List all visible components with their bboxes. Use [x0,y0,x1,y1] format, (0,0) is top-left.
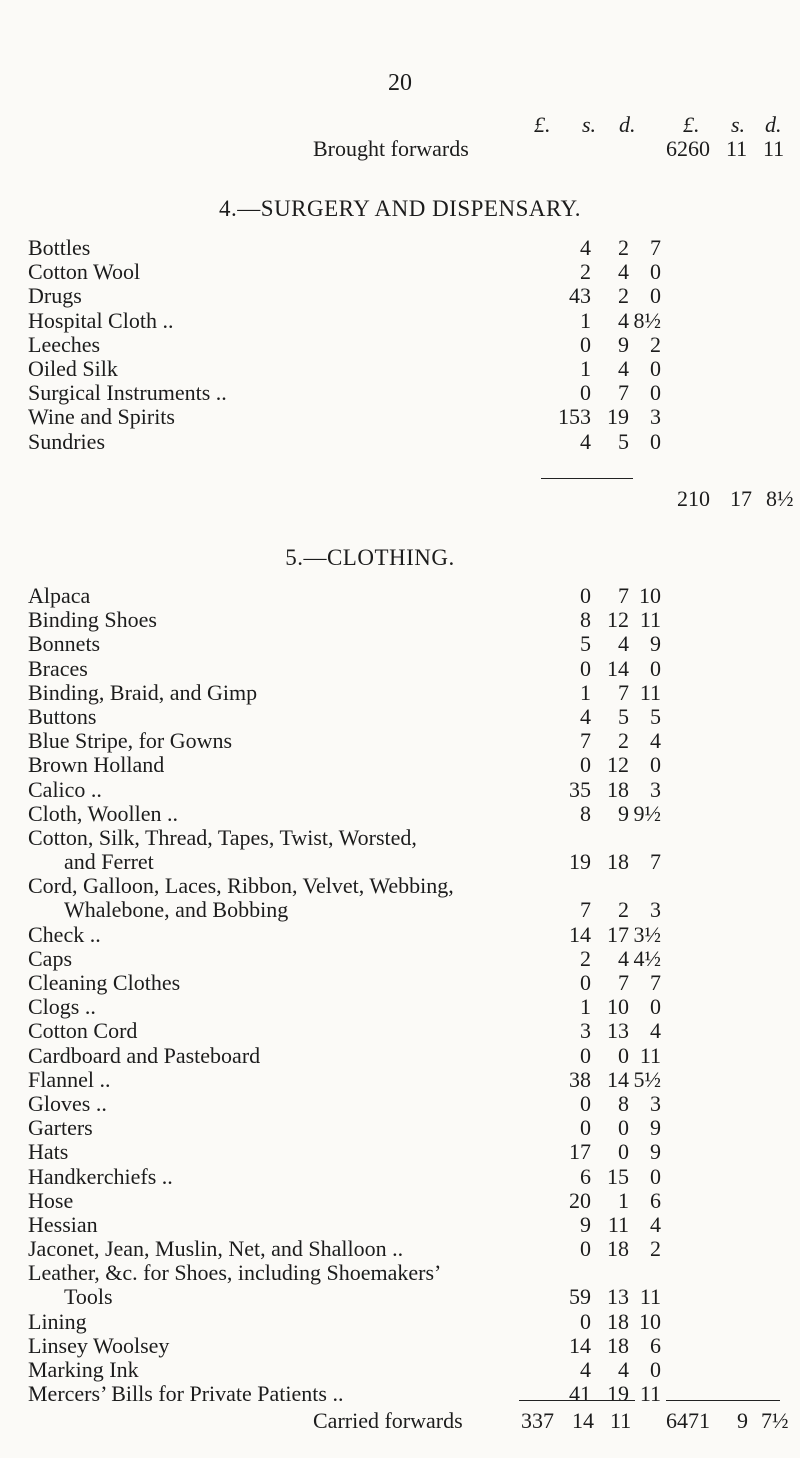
item-pounds: 19 [569,849,591,875]
item-label: Bottles [28,235,91,260]
grand-total-pence: 7½ [761,1408,789,1433]
item-label: Cleaning Clothes [28,970,181,995]
item-label: Binding Shoes [28,607,157,633]
item-shillings: 8 [618,1090,629,1116]
item-label: Cotton Wool [28,259,141,285]
item-label: Bonnets [28,631,101,657]
item-pence: 0 [650,355,661,381]
item-shillings: 2 [618,283,629,309]
item-pounds: 0 [580,583,591,608]
item-pence: 11 [639,607,661,633]
item-pounds: 41 [569,1381,591,1407]
item-label: Marking Ink [28,1357,139,1382]
clothing-rule [519,1400,635,1401]
ledger-row [28,705,788,729]
ledger-row [28,1334,788,1358]
item-shillings: 18 [607,849,629,875]
item-label: Brown Holland [28,752,165,778]
item-label: Mercers’ Bills for Private Patients .. [28,1381,344,1407]
ledger-row [28,236,788,260]
ledger-row [28,284,788,308]
item-shillings: 5 [618,428,629,454]
item-pence: 3 [650,1090,661,1116]
total-pence-header: d. [765,112,782,137]
item-label: Surgical Instruments .. [28,380,227,406]
item-shillings: 14 [607,1066,629,1092]
item-pounds: 4 [580,1357,591,1382]
item-label: Cotton Cord [28,1018,138,1044]
item-label: Leeches [28,331,101,357]
item-label: Linsey Woolsey [28,1332,170,1358]
ledger-row [28,802,788,826]
item-pence: 7 [650,235,661,260]
item-label: Hose [28,1187,74,1213]
item-pence: 6 [650,1332,661,1358]
item-shillings: 14 [607,655,629,681]
item-shillings: 9 [618,800,629,826]
item-pounds: 14 [569,921,591,947]
item-shillings: 0 [618,1139,629,1165]
item-shillings: 18 [607,1308,629,1334]
ledger-row [28,1116,788,1140]
item-label: and Ferret [64,849,154,875]
item-pounds: 1 [580,355,591,381]
item-pence: 11 [639,679,661,705]
ledger-row [28,947,788,971]
item-pence: 9 [650,631,661,657]
ledger-row [28,850,788,874]
item-pence: 5½ [633,1066,661,1092]
item-pence: 3 [650,897,661,923]
item-pence: 7 [650,849,661,875]
item-label: Check .. [28,921,101,947]
item-label: Hats [28,1139,69,1165]
item-label: Handkerchiefs .. [28,1163,173,1189]
item-pence: 0 [650,283,661,309]
item-pounds: 4 [580,428,591,454]
item-pounds: 4 [580,235,591,260]
ledger-row [28,1068,788,1092]
ledger-row [28,333,788,357]
item-pounds: 43 [569,283,591,309]
surgery-total-pounds: 210 [677,486,710,511]
item-shillings: 17 [607,921,629,947]
item-label: Wine and Spirits [28,404,175,430]
item-pounds: 3 [580,1018,591,1044]
ledger-row [28,1019,788,1043]
item-label: Jaconet, Jean, Muslin, Net, and Shalloon .. [28,1236,404,1262]
surgery-total-pence: 8½ [766,486,794,511]
item-shillings: 0 [618,1115,629,1141]
item-shillings: 2 [618,235,629,260]
ledger-row [28,1044,788,1068]
item-pounds: 153 [558,404,591,430]
total-pounds-header: £. [683,112,700,137]
item-pence: 6 [650,1187,661,1213]
item-pounds: 0 [580,1042,591,1068]
item-shillings: 19 [607,1381,629,1407]
ledger-row [28,1189,788,1213]
ledger-row [28,260,788,284]
brought-forwards-pence: 11 [763,136,785,161]
item-pence: 0 [650,1357,661,1382]
item-shillings: 15 [607,1163,629,1189]
ledger-row [28,729,788,753]
item-shillings: 4 [618,631,629,657]
ledger-row [28,357,788,381]
item-pence: 5 [650,703,661,729]
item-pounds: 14 [569,1332,591,1358]
item-pence: 0 [650,428,661,454]
item-pence: 4 [650,1018,661,1044]
item-shillings: 4 [618,1357,629,1382]
ledger-row [28,381,788,405]
item-label: Tools [64,1284,113,1310]
item-label: Whalebone, and Bobbing [64,897,289,923]
item-label: Cotton, Silk, Thread, Tapes, Twist, Worsted, [28,824,417,850]
ledger-row [28,971,788,995]
item-label: Drugs [28,283,82,309]
clothing-section-title: 5.—CLOTHING. [285,545,455,570]
item-shillings: 18 [607,1332,629,1358]
item-label: Buttons [28,703,97,729]
item-pounds: 0 [580,1115,591,1141]
item-pence: 11 [639,1381,661,1407]
item-shillings: 13 [607,1284,629,1310]
item-label: Oiled Silk [28,355,118,381]
shillings-header: s. [582,112,597,137]
item-pence: 0 [650,752,661,778]
ledger-row [28,309,788,333]
item-pence: 11 [639,1284,661,1310]
ledger-row [28,874,788,898]
item-pence: 0 [650,1163,661,1189]
item-pence: 2 [650,331,661,357]
item-label: Garters [28,1115,93,1141]
item-label: Cord, Galloon, Laces, Ribbon, Velvet, Webbing, [28,873,454,899]
ledger-row [28,584,788,608]
item-shillings: 9 [618,331,629,357]
item-shillings: 7 [618,679,629,705]
item-pounds: 0 [580,1308,591,1334]
item-pounds: 38 [569,1066,591,1092]
item-label: Flannel .. [28,1066,111,1092]
item-pence: 0 [650,994,661,1020]
item-shillings: 7 [618,970,629,995]
ledger-row [28,753,788,777]
item-pounds: 0 [580,1090,591,1116]
item-shillings: 12 [607,607,629,633]
surgery-rows [28,236,788,454]
surgery-total-shillings: 17 [730,486,752,511]
item-pounds: 0 [580,752,591,778]
item-label: Sundries [28,428,105,454]
item-pounds: 20 [569,1187,591,1213]
ledger-row [28,1165,788,1189]
pence-header: d. [619,112,636,137]
ledger-row [28,898,788,922]
ledger-row [28,632,788,656]
item-pence: 3 [650,404,661,430]
ledger-row [28,923,788,947]
item-pence: 7 [650,970,661,995]
item-pounds: 4 [580,703,591,729]
clothing-rows [28,584,788,1406]
ledger-row [28,1237,788,1261]
item-pounds: 2 [580,259,591,285]
item-pounds: 0 [580,380,591,406]
item-pounds: 2 [580,945,591,971]
ledger-row [28,1092,788,1116]
item-label: Caps [28,945,72,971]
grand-total-pounds: 6471 [666,1408,710,1433]
item-pounds: 7 [580,897,591,923]
item-shillings: 10 [607,994,629,1020]
ledger-row [28,681,788,705]
item-shillings: 4 [618,945,629,971]
item-shillings: 4 [618,355,629,381]
item-shillings: 4 [618,259,629,285]
item-shillings: 2 [618,728,629,754]
item-pounds: 1 [580,994,591,1020]
item-label: Calico .. [28,776,102,802]
item-shillings: 1 [618,1187,629,1213]
grand-total-shillings: 9 [737,1408,748,1433]
item-shillings: 13 [607,1018,629,1044]
item-pence: 10 [639,583,661,608]
item-label: Cardboard and Pasteboard [28,1042,261,1068]
item-label: Hospital Cloth .. [28,307,174,333]
item-shillings: 4 [618,307,629,333]
item-shillings: 18 [607,1236,629,1262]
brought-forwards-label: Brought forwards [313,136,469,161]
item-shillings: 7 [618,380,629,406]
item-pence: 10 [639,1308,661,1334]
ledger-row [28,1213,788,1237]
total-shillings-header: s. [731,112,746,137]
item-shillings: 19 [607,404,629,430]
item-label: Hessian [28,1211,98,1237]
brought-forwards-pounds: 6260 [666,136,710,161]
item-pounds: 0 [580,331,591,357]
item-shillings: 11 [607,1211,629,1237]
item-pounds: 0 [580,1236,591,1262]
item-shillings: 18 [607,776,629,802]
item-shillings: 7 [618,583,629,608]
item-pounds: 1 [580,679,591,705]
item-shillings: 2 [618,897,629,923]
carried-forwards-pounds: 337 [521,1408,554,1433]
item-shillings: 5 [618,703,629,729]
item-pounds: 8 [580,607,591,633]
ledger-row [28,608,788,632]
item-label: Alpaca [28,583,91,608]
ledger-row [28,826,788,850]
item-label: Braces [28,655,88,681]
ledger-row [28,657,788,681]
item-pence: 9½ [633,800,661,826]
ledger-row [28,995,788,1019]
ledger-row [28,1261,788,1285]
brought-forwards-shillings: 11 [726,136,748,161]
item-shillings: 12 [607,752,629,778]
page-number: 20 [388,70,412,96]
item-pence: 0 [650,380,661,406]
item-label: Gloves .. [28,1090,107,1116]
ledger-row [28,1358,788,1382]
item-pounds: 0 [580,970,591,995]
item-pounds: 8 [580,800,591,826]
item-pounds: 17 [569,1139,591,1165]
item-pence: 3 [650,776,661,802]
ledger-row [28,1285,788,1309]
item-shillings: 0 [618,1042,629,1068]
item-pounds: 1 [580,307,591,333]
item-pounds: 0 [580,655,591,681]
item-pence: 8½ [633,307,661,333]
ledger-row [28,1310,788,1334]
item-pounds: 35 [569,776,591,802]
ledger-row [28,430,788,454]
pounds-header: £. [534,112,551,137]
carried-forwards-shillings: 14 [572,1408,594,1433]
ledger-row [28,1140,788,1164]
item-label: Leather, &c. for Shoes, including Shoemakers’ [28,1260,442,1286]
item-pence: 9 [650,1139,661,1165]
item-pence: 11 [639,1042,661,1068]
ledger-row [28,778,788,802]
item-pence: 3½ [633,921,661,947]
surgery-section-title: 4.—SURGERY AND DISPENSARY. [219,196,581,221]
item-label: Lining [28,1308,87,1334]
total-rule [666,1400,780,1401]
surgery-rule [541,478,633,479]
item-pence: 4 [650,728,661,754]
item-label: Clogs .. [28,994,96,1020]
item-pounds: 9 [580,1211,591,1237]
item-pounds: 5 [580,631,591,657]
item-pounds: 59 [569,1284,591,1310]
ledger-row [28,405,788,429]
item-label: Blue Stripe, for Gowns [28,728,233,754]
item-label: Cloth, Woollen .. [28,800,178,826]
item-pence: 9 [650,1115,661,1141]
item-pounds: 7 [580,728,591,754]
carried-forwards-label: Carried forwards [313,1408,463,1433]
item-pence: 0 [650,259,661,285]
item-pence: 0 [650,655,661,681]
ledger-row [28,1382,788,1406]
item-pence: 2 [650,1236,661,1262]
item-pence: 4½ [633,945,661,971]
item-pounds: 6 [580,1163,591,1189]
item-pence: 4 [650,1211,661,1237]
carried-forwards-pence: 11 [610,1408,632,1433]
item-label: Binding, Braid, and Gimp [28,679,258,705]
